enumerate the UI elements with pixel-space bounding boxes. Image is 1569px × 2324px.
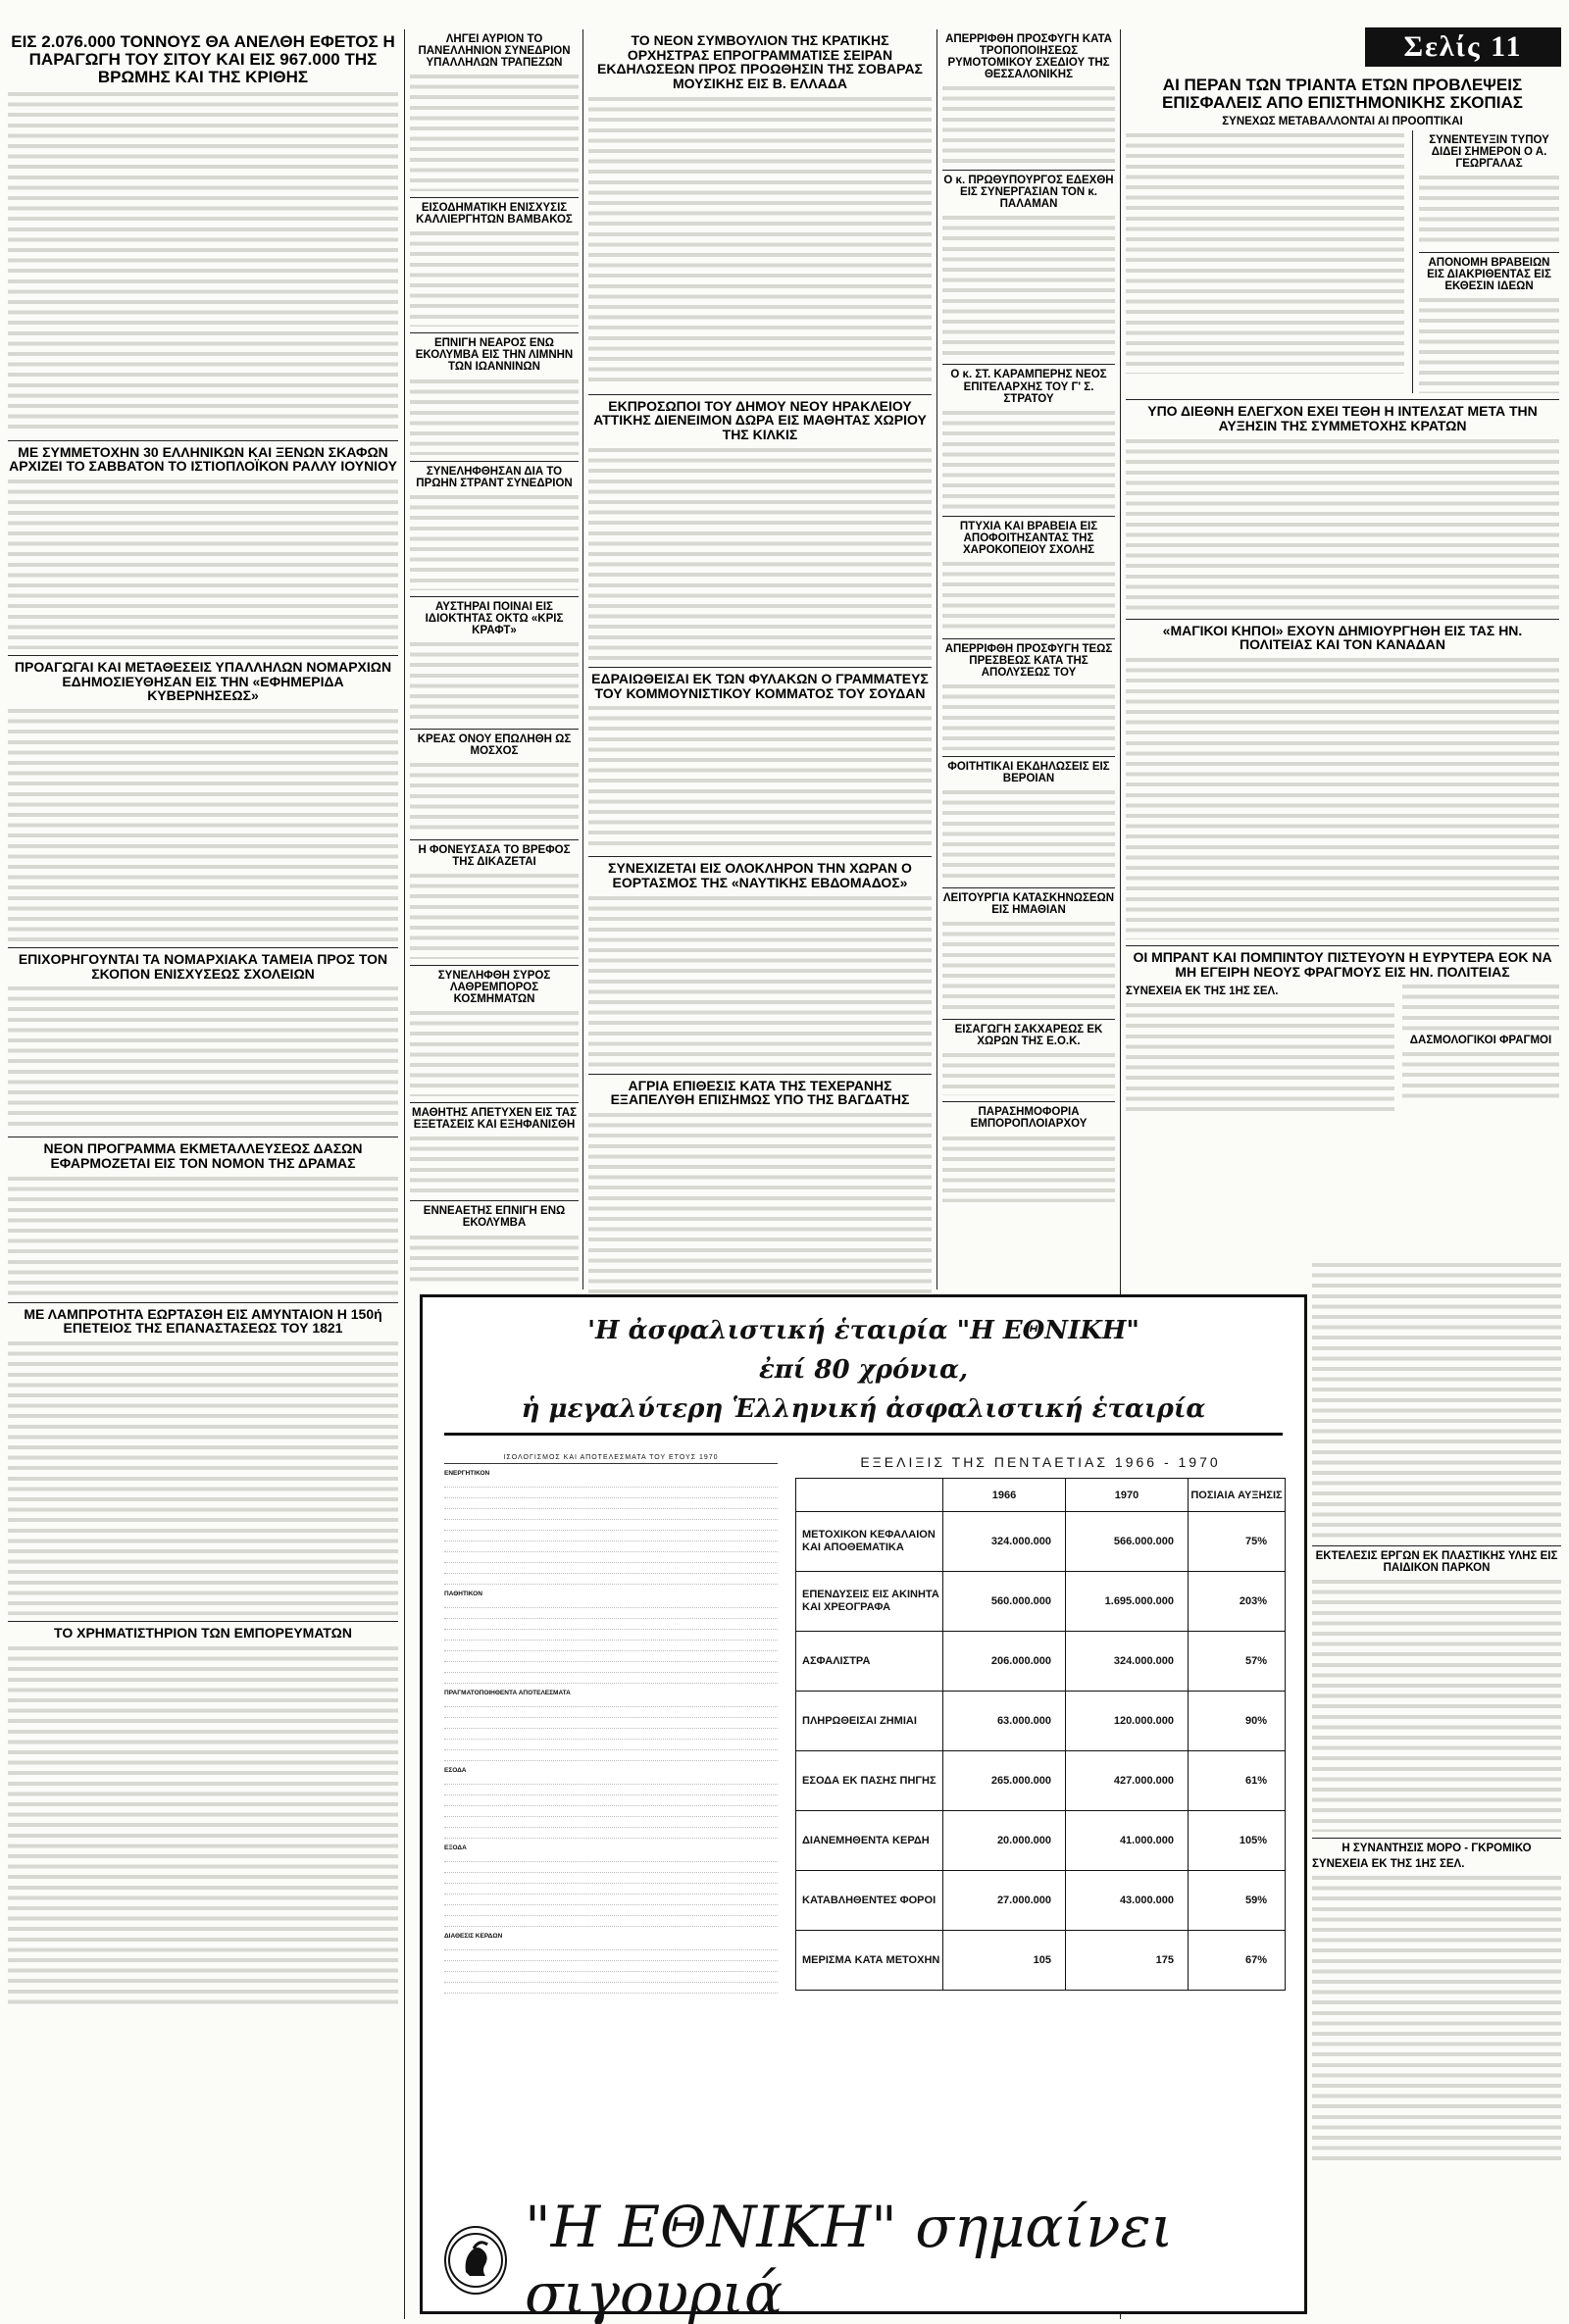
headline: ΕΠΙΧΟΡΗΓΟΥΝΤΑΙ ΤΑ ΝΟΜΑΡΧΙΑΚΑ ΤΑΜΕΙΑ ΠΡΟΣ ΤΟΝ ΣΚΟΠΟΝ ΕΝΙΣΧΥΣΕΩΣ ΣΧΟΛΕΙΩΝ: [18, 950, 388, 982]
table-cell-label: ΜΕΤΟΧΙΚΟΝ ΚΕΦΑΛΑΙΟΝ ΚΑΙ ΑΠΟΘΕΜΑΤΙΚΑ: [796, 1512, 943, 1572]
article-body: [942, 1134, 1115, 1202]
headline: Η ΦΟΝΕΥΣΑΣΑ ΤΟ ΒΡΕΦΟΣ ΤΗΣ ΔΙΚΑΖΕΤΑΙ: [418, 843, 571, 868]
headline: ΥΠΟ ΔΙΕΘΝΗ ΕΛΕΓΧΟΝ ΕΧΕΙ ΤΕΘΗ Η ΙΝΤΕΛΣΑΤ ΜΕΤΑ ΤΗΝ ΑΥΞΗΣΙΝ ΤΗΣ ΣΥΜΜΕΤΟΧΗΣ ΚΡΑΤΩΝ: [1147, 403, 1538, 433]
table-cell-y1966: 27.000.000: [943, 1871, 1066, 1931]
ad-tagline: ἐπί 80 χρόνια,: [758, 1355, 969, 1385]
balance-sheet-line: [444, 1753, 778, 1761]
balance-sheet-line: [444, 1633, 778, 1641]
article-body: [410, 72, 579, 191]
headline: ΛΕΙΤΟΥΡΓΙΑ ΚΑΤΑΣΚΗΝΩΣΕΩΝ ΕΙΣ ΗΜΑΘΙΑΝ: [942, 892, 1115, 917]
table-cell-y1970: 43.000.000: [1066, 1871, 1189, 1931]
balance-sheet-line: [444, 1964, 778, 1972]
headline: ΠΑΡΑΣΗΜΟΦΟΡΙΑ ΕΜΠΟΡΟΠΛΟΙΑΡΧΟΥ: [970, 1106, 1088, 1131]
article-body: [1126, 1000, 1394, 1116]
article-body: [410, 639, 579, 723]
balance-sheet-line: [444, 1908, 778, 1916]
headline: ΕΚΤΕΛΕΣΙΣ ΕΡΓΩΝ ΕΚ ΠΛΑΣΤΙΚΗΣ ΥΛΗΣ ΕΙΣ ΠΑΙΔΙΚΟΝ ΠΑΡΚΟΝ: [1315, 1550, 1558, 1575]
evolution-table-block: [795, 1454, 1286, 1991]
balance-sheet-line: [444, 1887, 778, 1895]
headline: ΜΑΘΗΤΗΣ ΑΠΕΤΥΧΕΝ ΕΙΣ ΤΑΣ ΕΞΕΤΑΣΕΙΣ ΚΑΙ ΕΞΗΦΑΝΙΣΘΗ: [412, 1107, 577, 1132]
table-header: 1970: [1066, 1479, 1189, 1512]
article-body: [8, 1174, 398, 1296]
subheadline: ΔΑΣΜΟΛΟΓΙΚΟΙ ΦΡΑΓΜΟΙ: [1409, 1035, 1552, 1047]
balance-sheet-line: [444, 1975, 778, 1983]
table-cell-y1966: 324.000.000: [943, 1512, 1066, 1572]
column-3: [588, 29, 932, 1306]
table-cell-label: ΠΛΗΡΩΘΕΙΣΑΙ ΖΗΜΙΑΙ: [796, 1692, 943, 1751]
balance-sheet-line: [444, 1501, 778, 1509]
headline: ΦΟΙΤΗΤΙΚΑΙ ΕΚΔΗΛΩΣΕΙΣ ΕΙΣ ΒΕΡΟΙΑΝ: [947, 761, 1110, 785]
balance-sheet-line: [444, 1919, 778, 1927]
balance-sheet-line: [444, 1788, 778, 1795]
page-masthead: Σελίς 11: [1365, 27, 1561, 67]
headline: «ΜΑΓΙΚΟΙ ΚΗΠΟΙ» ΕΧΟΥΝ ΔΗΜΙΟΥΡΓΗΘΗ ΕΙΣ ΤΑΣ ΗΝ. ΠΟΛΙΤΕΙΑΣ ΚΑΙ ΤΟΝ ΚΑΝΑΔΑΝ: [1162, 622, 1523, 653]
balance-sheet-line: [444, 1480, 778, 1488]
article-body: [410, 492, 579, 590]
headline: ΜΕ ΛΑΜΠΡΟΤΗΤΑ ΕΩΡΤΑΣΘΗ ΕΙΣ ΑΜΥΝΤΑΙΟΝ Η 150ή ΕΠΕΤΕΙΟΣ ΤΗΣ ΕΠΑΝΑΣΤΑΣΕΩΣ ΤΟΥ 1821: [24, 1305, 382, 1337]
table-cell-y1970: 427.000.000: [1066, 1751, 1189, 1811]
table-cell-y1966: 560.000.000: [943, 1572, 1066, 1632]
table-cell-pct: 67%: [1189, 1931, 1286, 1991]
article-body: [410, 228, 579, 327]
table-cell-y1966: 63.000.000: [943, 1692, 1066, 1751]
headline: ΑΙ ΠΕΡΑΝ ΤΩΝ ΤΡΙΑΝΤΑ ΕΤΩΝ ΠΡΟΒΛΕΨΕΙΣ ΕΠΙΣΦΑΛΕΙΣ ΑΠΟ ΕΠΙΣΤΗΜΟΝΙΚΗΣ ΣΚΟΠΙΑΣ: [1162, 76, 1523, 112]
balance-sheet-section: ΔΙΑΘΕΣΙΣ ΚΕΡΔΩΝ: [444, 1933, 503, 1940]
balance-sheet-line: [444, 1512, 778, 1520]
headline: ΣΥΝΕΝΤΕΥΞΙΝ ΤΥΠΟΥ ΔΙΔΕΙ ΣΗΜΕΡΟΝ Ο Α. ΓΕΩΡΓΑΛΑΣ: [1429, 133, 1549, 170]
balance-sheet-line: [444, 1732, 778, 1740]
article-body: [8, 1339, 398, 1615]
subheadline: ΣΥΝΕΧΕΙΑ ΕΚ ΤΗΣ 1ΗΣ ΣΕΛ.: [1312, 1858, 1465, 1871]
table-row: [796, 1572, 1286, 1632]
article-body: [1126, 130, 1404, 374]
balance-sheet-line: [444, 1953, 778, 1961]
table-cell-y1970: 566.000.000: [1066, 1512, 1189, 1572]
table-cell-label: ΑΣΦΑΛΙΣΤΡΑ: [796, 1632, 943, 1692]
headline: ΕΔΡΑΙΩΘΕΙΣΑΙ ΕΚ ΤΩΝ ΦΥΛΑΚΩΝ Ο ΓΡΑΜΜΑΤΕΥΣ ΤΟΥ ΚΟΜΜΟΥΝΙΣΤΙΚΟΥ ΚΟΜΜΑΤΟΣ ΤΟΥ ΣΟΥΔΑΝ: [591, 670, 929, 701]
evolution-table: [795, 1478, 1286, 1991]
table-cell-pct: 203%: [1189, 1572, 1286, 1632]
balance-sheet-section: ΠΡΑΓΜΑΤΟΠΟΙΗΘΕΝΤΑ ΑΠΟΤΕΛΕΣΜΑΤΑ: [444, 1690, 571, 1696]
ad-brand-block: [444, 2194, 1283, 2324]
article-body: [410, 871, 579, 959]
column-5: [1126, 73, 1559, 1116]
table-cell-y1970: 120.000.000: [1066, 1692, 1189, 1751]
article-body: [8, 1643, 398, 2010]
headline: ΑΥΣΤΗΡΑΙ ΠΟΙΝΑΙ ΕΙΣ ΙΔΙΟΚΤΗΤΑΣ ΟΚΤΩ «ΚΡΙΣ ΚΡΑΦΤ»: [425, 600, 564, 636]
headline: ΕΠΝΙΓΗ ΝΕΑΡΟΣ ΕΝΩ ΕΚΟΛΥΜΒΑ ΕΙΣ ΤΗΝ ΛΙΜΝΗΝ ΤΩΝ ΙΩΑΝΝΙΝΩΝ: [415, 337, 574, 374]
balance-sheet-line: [444, 1577, 778, 1585]
table-cell-y1970: 41.000.000: [1066, 1811, 1189, 1871]
column-6: [1312, 1260, 1561, 2167]
article-body: [588, 1110, 932, 1306]
balance-sheet-line: [444, 1566, 778, 1574]
table-cell-label: ΜΕΡΙΣΜΑ ΚΑΤΑ ΜΕΤΟΧΗΝ: [796, 1931, 943, 1991]
balance-sheet-line: [444, 1986, 778, 1994]
balance-sheet-line: [444, 1721, 778, 1729]
balance-sheet-section: ΠΑΘΗΤΙΚΟΝ: [444, 1591, 482, 1597]
article-body: [942, 83, 1115, 164]
balance-sheet-line: [444, 1622, 778, 1630]
ad-tagline: 'Η ἀσφαλιστική ἑταιρία "Η ΕΘΝΙΚΗ": [587, 1316, 1139, 1345]
headline: ΚΡΕΑΣ ΟΝΟΥ ΕΠΩΛΗΘΗ ΩΣ ΜΟΣΧΟΣ: [417, 733, 572, 757]
headline: ΑΠΟΝΟΜΗ ΒΡΑΒΕΙΩΝ ΕΙΣ ΔΙΑΚΡΙΘΕΝΤΑΣ ΕΙΣ ΕΚΘΕΣΙΝ ΙΔΕΩΝ: [1427, 256, 1551, 293]
headline: ΛΗΓΕΙ ΑΥΡΙΟΝ ΤΟ ΠΑΝΕΛΛΗΝΙΟΝ ΣΥΝΕΔΡΙΟΝ ΥΠΑΛΛΗΛΩΝ ΤΡΑΠΕΖΩΝ: [418, 33, 571, 70]
balance-sheet-line: [444, 1699, 778, 1707]
table-cell-y1970: 324.000.000: [1066, 1632, 1189, 1692]
table-cell-pct: 105%: [1189, 1811, 1286, 1871]
table-cell-y1966: 206.000.000: [943, 1632, 1066, 1692]
article-body: [8, 706, 398, 941]
article-body: [588, 893, 932, 1068]
balance-sheet-line: [444, 1523, 778, 1531]
article-body: [1419, 173, 1559, 246]
article-body: [942, 1050, 1115, 1095]
headline: ΕΙΣΑΓΩΓΗ ΣΑΚΧΑΡΕΩΣ ΕΚ ΧΩΡΩΝ ΤΗΣ Ε.Ο.Κ.: [954, 1024, 1103, 1048]
balance-sheet-line: [444, 1665, 778, 1673]
article-body: [942, 787, 1115, 882]
article-body: [8, 477, 398, 649]
balance-sheet-line: [444, 1798, 778, 1806]
table-cell-y1970: 175: [1066, 1931, 1189, 1991]
balance-sheet-line: [444, 1555, 778, 1563]
headline: Η ΣΥΝΑΝΤΗΣΙΣ ΜΟΡΟ - ΓΚΡΟΜΙΚΟ: [1341, 1843, 1532, 1855]
table-cell-pct: 61%: [1189, 1751, 1286, 1811]
article-body: [410, 1008, 579, 1096]
article-body: [1312, 1577, 1561, 1832]
headline: ΣΥΝΕΛΗΦΘΗΣΑΝ ΔΙΑ ΤΟ ΠΡΩΗΝ ΣΤΡΑΝΤ ΣΥΝΕΔΡΙΟΝ: [416, 465, 573, 489]
table-cell-label: ΕΣΟΔΑ ΕΚ ΠΑΣΗΣ ΠΗΓΗΣ: [796, 1751, 943, 1811]
headline: ΑΠΕΡΡΙΦΘΗ ΠΡΟΣΦΥΓΗ ΚΑΤΑ ΤΡΟΠΟΠΟΙΗΣΕΩΣ ΡΥΜΟΤΟΜΙΚΟΥ ΣΧΕΔΙΟΥ ΤΗΣ ΘΕΣΣΑΛΟΝΙΚΗΣ: [945, 33, 1112, 81]
article-body: [588, 94, 932, 388]
article-body: [410, 1134, 579, 1194]
article-body: [1126, 436, 1559, 613]
table-row: [796, 1871, 1286, 1931]
ad-brand-slogan: "Η ΕΘΝΙΚΗ" σημαίνει σιγουριά: [525, 2194, 1174, 2324]
table-cell-pct: 59%: [1189, 1871, 1286, 1931]
balance-sheet-line: [444, 1676, 778, 1684]
balance-sheet-line: [444, 1643, 778, 1651]
headline: ΠΡΟΑΓΩΓΑΙ ΚΑΙ ΜΕΤΑΘΕΣΕΙΣ ΥΠΑΛΛΗΛΩΝ ΝΟΜΑΡΧΙΩΝ ΕΔΗΜΟΣΙΕΥΘΗΣΑΝ ΕΙΣ ΤΗΝ «ΕΦΗΜΕΡΙΔΑ ΚΥΒΕΡΝΗΣΕΩΣ»: [14, 658, 392, 704]
balance-sheet-line: [444, 1809, 778, 1817]
column-2: [410, 29, 579, 1282]
balance-sheet-line: [444, 1854, 778, 1862]
article-body: [410, 1233, 579, 1282]
headline: Ο κ. ΣΤ. ΚΑΡΑΜΠΕΡΗΣ ΝΕΟΣ ΕΠΙΤΕΛΑΡΧΗΣ ΤΟΥ Γ' Σ. ΣΤΡΑΤΟΥ: [950, 369, 1107, 405]
table-cell-label: ΚΑΤΑΒΛΗΘΕΝΤΕΣ ΦΟΡΟΙ: [796, 1871, 943, 1931]
balance-sheet-line: [444, 1820, 778, 1828]
balance-sheet-line: [444, 1544, 778, 1552]
headline: ΑΓΡΙΑ ΕΠΙΘΕΣΙΣ ΚΑΤΑ ΤΗΣ ΤΕΧΕΡΑΝΗΣ ΕΞΑΠΕΛΥΘΗ ΕΠΙΣΗΜΩΣ ΥΠΟ ΤΗΣ ΒΑΓΔΑΤΗΣ: [610, 1077, 910, 1108]
article-body: [1402, 1049, 1559, 1098]
article-body: [942, 408, 1115, 510]
subheadline: ΣΥΝΕΧΕΙΑ ΕΚ ΤΗΣ 1ΗΣ ΣΕΛ.: [1126, 985, 1279, 998]
balance-sheet-line: [444, 1654, 778, 1662]
headline: ΜΕ ΣΥΜΜΕΤΟΧΗΝ 30 ΕΛΛΗΝΙΚΩΝ ΚΑΙ ΞΕΝΩΝ ΣΚΑΦΩΝ ΑΡΧΙΖΕΙ ΤΟ ΣΑΒΒΑΤΟΝ ΤΟ ΙΣΤΙΟΠΛΟΪΚΟΝ ΡΑΛΛΥ ΙΟΥΝΙΟΥ: [9, 443, 397, 475]
article-body: [942, 919, 1115, 1013]
article-body: [942, 682, 1115, 750]
table-header: ΠΟΣΙΑΙΑ ΑΥΞΗΣΙΣ: [1189, 1479, 1286, 1512]
headline: ΤΟ ΧΡΗΜΑΤΙΣΤΗΡΙΟΝ ΤΩΝ ΕΜΠΟΡΕΥΜΑΤΩΝ: [54, 1625, 352, 1642]
evolution-table-title: ΕΞΕΛΙΞΙΣ ΤΗΣ ΠΕΝΤΑΕΤΙΑΣ 1966 - 1970: [860, 1454, 1221, 1470]
balance-sheet-section: ΕΣΟΔΑ: [444, 1767, 467, 1774]
table-row: [796, 1512, 1286, 1572]
article-body: [1312, 1260, 1561, 1540]
table-cell-label: ΕΠΕΝΔΥΣΕΙΣ ΕΙΣ ΑΚΙΝΗΤΑ ΚΑΙ ΧΡΕΟΓΡΑΦΑ: [796, 1572, 943, 1632]
article-body: [942, 213, 1115, 358]
headline: ΣΥΝΕΛΗΦΘΗ ΣΥΡΟΣ ΛΑΘΡΕΜΠΟΡΟΣ ΚΟΣΜΗΜΑΤΩΝ: [437, 970, 551, 1006]
column-1: [8, 29, 398, 2010]
headline: ΕΚΠΡΟΣΩΠΟΙ ΤΟΥ ΔΗΜΟΥ ΝΕΟΥ ΗΡΑΚΛΕΙΟΥ ΑΤΤΙΚΗΣ ΔΙΕΝΕΙΜΟΝ ΔΩΡΑ ΕΙΣ ΜΑΘΗΤΑΣ ΧΩΡΙΟΥ ΤΗΣ ΚΙΛΚΙΣ: [593, 397, 927, 443]
balance-sheet-line: [444, 1897, 778, 1905]
balance-sheet-line: [444, 1943, 778, 1950]
headline: ΕΙΣΟΔΗΜΑΤΙΚΗ ΕΝΙΣΧΥΣΙΣ ΚΑΛΛΙΕΡΓΗΤΩΝ ΒΑΜΒΑΚΟΣ: [416, 202, 573, 227]
table-header: [796, 1479, 943, 1512]
table-header: 1966: [943, 1479, 1066, 1512]
balance-sheet-line: [444, 1743, 778, 1750]
article-body: [410, 377, 579, 455]
balance-sheet-line: [444, 1831, 778, 1839]
article-body: [1419, 295, 1559, 393]
article-body: [1126, 655, 1559, 939]
article-body: [410, 760, 579, 834]
article-body: [942, 559, 1115, 632]
balance-sheet-section: ΕΞΟΔΑ: [444, 1844, 467, 1851]
balance-sheet-title: ΙΣΟΛΟΓΙΣΜΟΣ ΚΑΙ ΑΠΟΤΕΛΕΣΜΑΤΑ ΤΟΥ ΕΤΟΥΣ 1970: [444, 1454, 778, 1464]
headline: Ο κ. ΠΡΩΘΥΠΟΥΡΓΟΣ ΕΔΕΧΘΗ ΕΙΣ ΣΥΝΕΡΓΑΣΙΑΝ ΤΟΝ κ. ΠΑΛΑΜΑΝ: [943, 175, 1114, 211]
balance-sheet-line: [444, 1777, 778, 1785]
table-row: [796, 1931, 1286, 1991]
ad-tagline: ἡ μεγαλύτερη Ἑλληνική ἀσφαλιστική ἑταιρία: [444, 1389, 1283, 1436]
headline: ΟΙ ΜΠΡΑΝΤ ΚΑΙ ΠΟΜΠΙΝΤΟΥ ΠΙΣΤΕΥΟΥΝ Η ΕΥΡΥΤΕΡΑ ΕΟΚ ΝΑ ΜΗ ΕΓΕΙΡΗ ΝΕΟΥΣ ΦΡΑΓΜΟΥΣ ΕΙΣ ΗΝ. ΠΟΛΙΤΕΙΑΣ: [1133, 948, 1552, 980]
headline: ΝΕΟΝ ΠΡΟΓΡΑΜΜΑ ΕΚΜΕΤΑΛΛΕΥΣΕΩΣ ΔΑΣΩΝ ΕΦΑΡΜΟΖΕΤΑΙ ΕΙΣ ΤΟΝ ΝΟΜΟΝ ΤΗΣ ΔΡΑΜΑΣ: [43, 1140, 363, 1172]
table-cell-pct: 57%: [1189, 1632, 1286, 1692]
table-cell-pct: 90%: [1189, 1692, 1286, 1751]
headline: ΤΟ ΝΕΟΝ ΣΥΜΒΟΥΛΙΟΝ ΤΗΣ ΚΡΑΤΙΚΗΣ ΟΡΧΗΣΤΡΑΣ ΕΠΡΟΓΡΑΜΜΑΤΙΣΕ ΣΕΙΡΑΝ ΕΚΔΗΛΩΣΕΩΝ ΠΡΟΣ ΠΡΟΩΘΗΣΙΝ ΤΗΣ ΣΟΒΑΡΑΣ ΜΟΥΣΙΚΗΣ ΕΙΣ Β. ΕΛΛΑΔΑ: [597, 32, 923, 92]
table-cell-y1966: 20.000.000: [943, 1811, 1066, 1871]
subheadline: ΣΥΝΕΧΩΣ ΜΕΤΑΒΑΛΛΟΝΤΑΙ ΑΙ ΠΡΟΟΠΤΙΚΑΙ: [1222, 115, 1463, 127]
balance-sheet-line: [444, 1534, 778, 1541]
article-body: [1402, 982, 1559, 1031]
headline: ΠΤΥΧΙΑ ΚΑΙ ΒΡΑΒΕΙΑ ΕΙΣ ΑΠΟΦΟΙΤΗΣΑΝΤΑΣ ΤΗΣ ΧΑΡΟΚΟΠΕΙΟΥ ΣΧΟΛΗΣ: [959, 520, 1098, 556]
article-body: [588, 445, 932, 661]
balance-sheet: [444, 1454, 778, 2111]
balance-sheet-line: [444, 1865, 778, 1873]
article-body: [588, 703, 932, 850]
balance-sheet-line: [444, 1710, 778, 1718]
table-cell-pct: 75%: [1189, 1512, 1286, 1572]
column-4: [942, 29, 1115, 1202]
balance-sheet-line: [444, 1490, 778, 1498]
table-row: [796, 1692, 1286, 1751]
table-row: [796, 1632, 1286, 1692]
balance-sheet-line: [444, 1600, 778, 1608]
table-cell-y1966: 105: [943, 1931, 1066, 1991]
athena-emblem-icon: [444, 2226, 507, 2295]
table-row: [796, 1811, 1286, 1871]
balance-sheet-line: [444, 1611, 778, 1619]
table-cell-y1966: 265.000.000: [943, 1751, 1066, 1811]
article-body: [8, 984, 398, 1131]
table-cell-y1970: 1.695.000.000: [1066, 1572, 1189, 1632]
headline: ΕΝΝΕΑΕΤΗΣ ΕΠΝΙΓΗ ΕΝΩ ΕΚΟΛΥΜΒΑ: [423, 1205, 566, 1230]
article-body: [8, 89, 398, 434]
headline: ΕΙΣ 2.076.000 ΤΟΝΝΟΥΣ ΘΑ ΑΝΕΛΘΗ ΕΦΕΤΟΣ Η ΠΑΡΑΓΩΓΗ ΤΟΥ ΣΙΤΟΥ ΚΑΙ ΕΙΣ 967.000 ΤΗΣ ΒΡΩΜΗΣ ΚΑΙ ΤΗΣ ΚΡΙΘΗΣ: [11, 32, 395, 86]
insurance-advertisement: [420, 1294, 1307, 2324]
table-cell-label: ΔΙΑΝΕΜΗΘΕΝΤΑ ΚΕΡΔΗ: [796, 1811, 943, 1871]
balance-sheet-section: ΕΝΕΡΓΗΤΙΚΟΝ: [444, 1470, 490, 1477]
article-body: [1312, 1873, 1561, 2167]
balance-sheet-line: [444, 1876, 778, 1884]
headline: ΑΠΕΡΡΙΦΘΗ ΠΡΟΣΦΥΓΗ ΤΕΩΣ ΠΡΕΣΒΕΩΣ ΚΑΤΑ ΤΗΣ ΑΠΟΛΥΣΕΩΣ ΤΟΥ: [944, 642, 1113, 679]
table-row: [796, 1751, 1286, 1811]
headline: ΣΥΝΕΧΙΖΕΤΑΙ ΕΙΣ ΟΛΟΚΛΗΡΟΝ ΤΗΝ ΧΩΡΑΝ Ο ΕΟΡΤΑΣΜΟΣ ΤΗΣ «ΝΑΥΤΙΚΗΣ ΕΒΔΟΜΑΔΟΣ»: [608, 860, 912, 890]
